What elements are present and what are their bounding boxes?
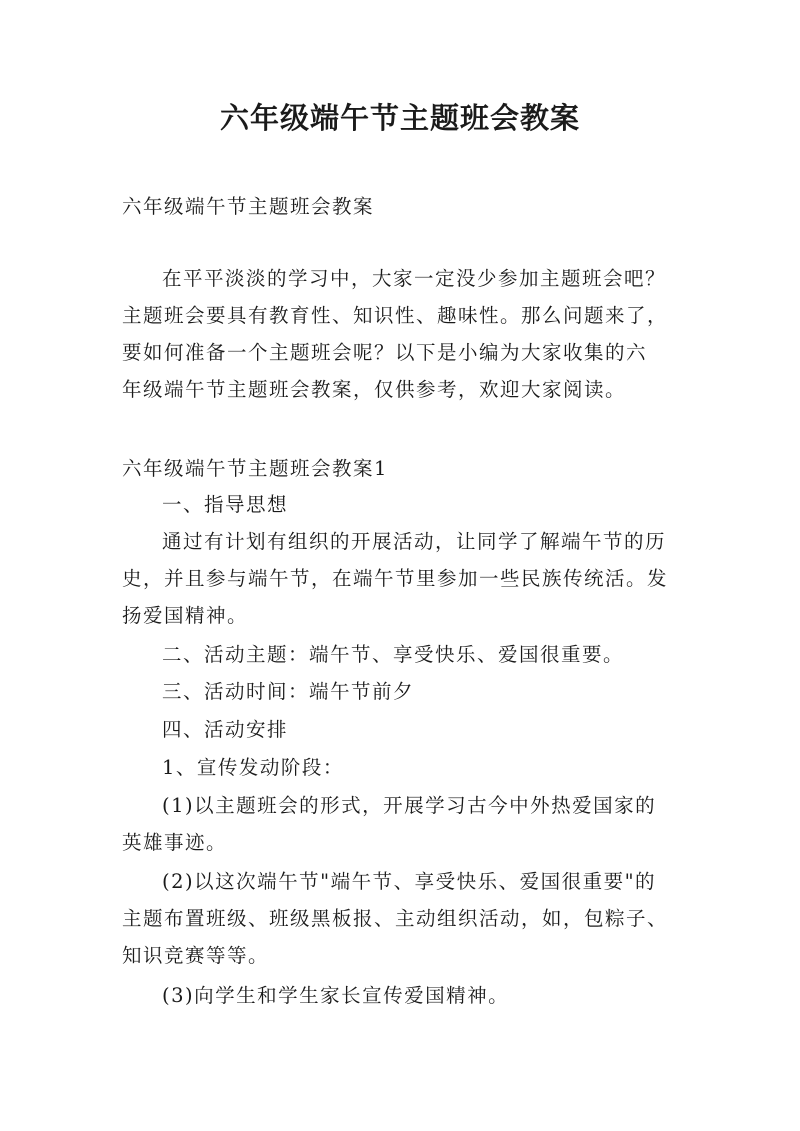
item-line: (1)以主题班会的形式，开展学习古今中外热爱国家的: [162, 794, 657, 817]
heading-activity-time: [122, 673, 692, 710]
heading-guiding-ideology: [122, 486, 692, 523]
item-line: 知识竞赛等等。: [122, 944, 270, 967]
item-line: 英雄事迹。: [122, 831, 228, 854]
heading-text: 一、指导思想: [162, 493, 289, 516]
subtitle-text: 六年级端午节主题班会教案: [122, 195, 375, 218]
guide-line: 扬爱国精神。: [122, 604, 249, 627]
section-title: [122, 450, 692, 487]
section-title-text: 六年级端午节主题班会教案1: [122, 457, 388, 480]
intro-line: 要如何准备一个主题班会呢？以下是小编为大家收集的六: [122, 341, 648, 364]
heading-text: 二、活动主题：端午节、享受快乐、爱国很重要。: [162, 643, 625, 666]
guide-line: 通过有计划有组织的开展活动，让同学了解端午节的历: [162, 530, 667, 553]
document-title: 六年级端午节主题班会教案: [219, 101, 580, 135]
heading-activity-theme: [122, 636, 692, 673]
item-2: [122, 863, 692, 974]
heading-activity-arrangement: [122, 711, 692, 748]
guide-line: 史，并且参与端午节，在端午节里参加一些民族传统活。发: [122, 567, 669, 590]
subtitle: [122, 188, 692, 225]
intro-line: 在平平淡淡的学习中，大家一定没少参加主题班会吧？: [162, 267, 667, 290]
item-line: (3)向学生和学生家长宣传爱国精神。: [162, 984, 510, 1007]
item-3: [122, 977, 692, 1014]
intro-paragraph: [122, 260, 692, 408]
item-1: [122, 787, 692, 861]
step-publicity: [122, 749, 692, 786]
item-line: (2)以这次端午节"端午节、享受快乐、爱国很重要"的: [162, 870, 657, 893]
item-line: 主题布置班级、班级黑板报、主动组织活动，如，包粽子、: [122, 907, 669, 930]
step-text: 1、宣传发动阶段：: [162, 756, 344, 779]
guide-paragraph: [122, 523, 692, 634]
heading-text: 三、活动时间：端午节前夕: [162, 680, 415, 703]
intro-line: 主题班会要具有教育性、知识性、趣味性。那么问题来了，: [122, 304, 669, 327]
intro-line: 年级端午节主题班会教案，仅供参考，欢迎大家阅读。: [122, 378, 627, 401]
heading-text: 四、活动安排: [162, 718, 289, 741]
